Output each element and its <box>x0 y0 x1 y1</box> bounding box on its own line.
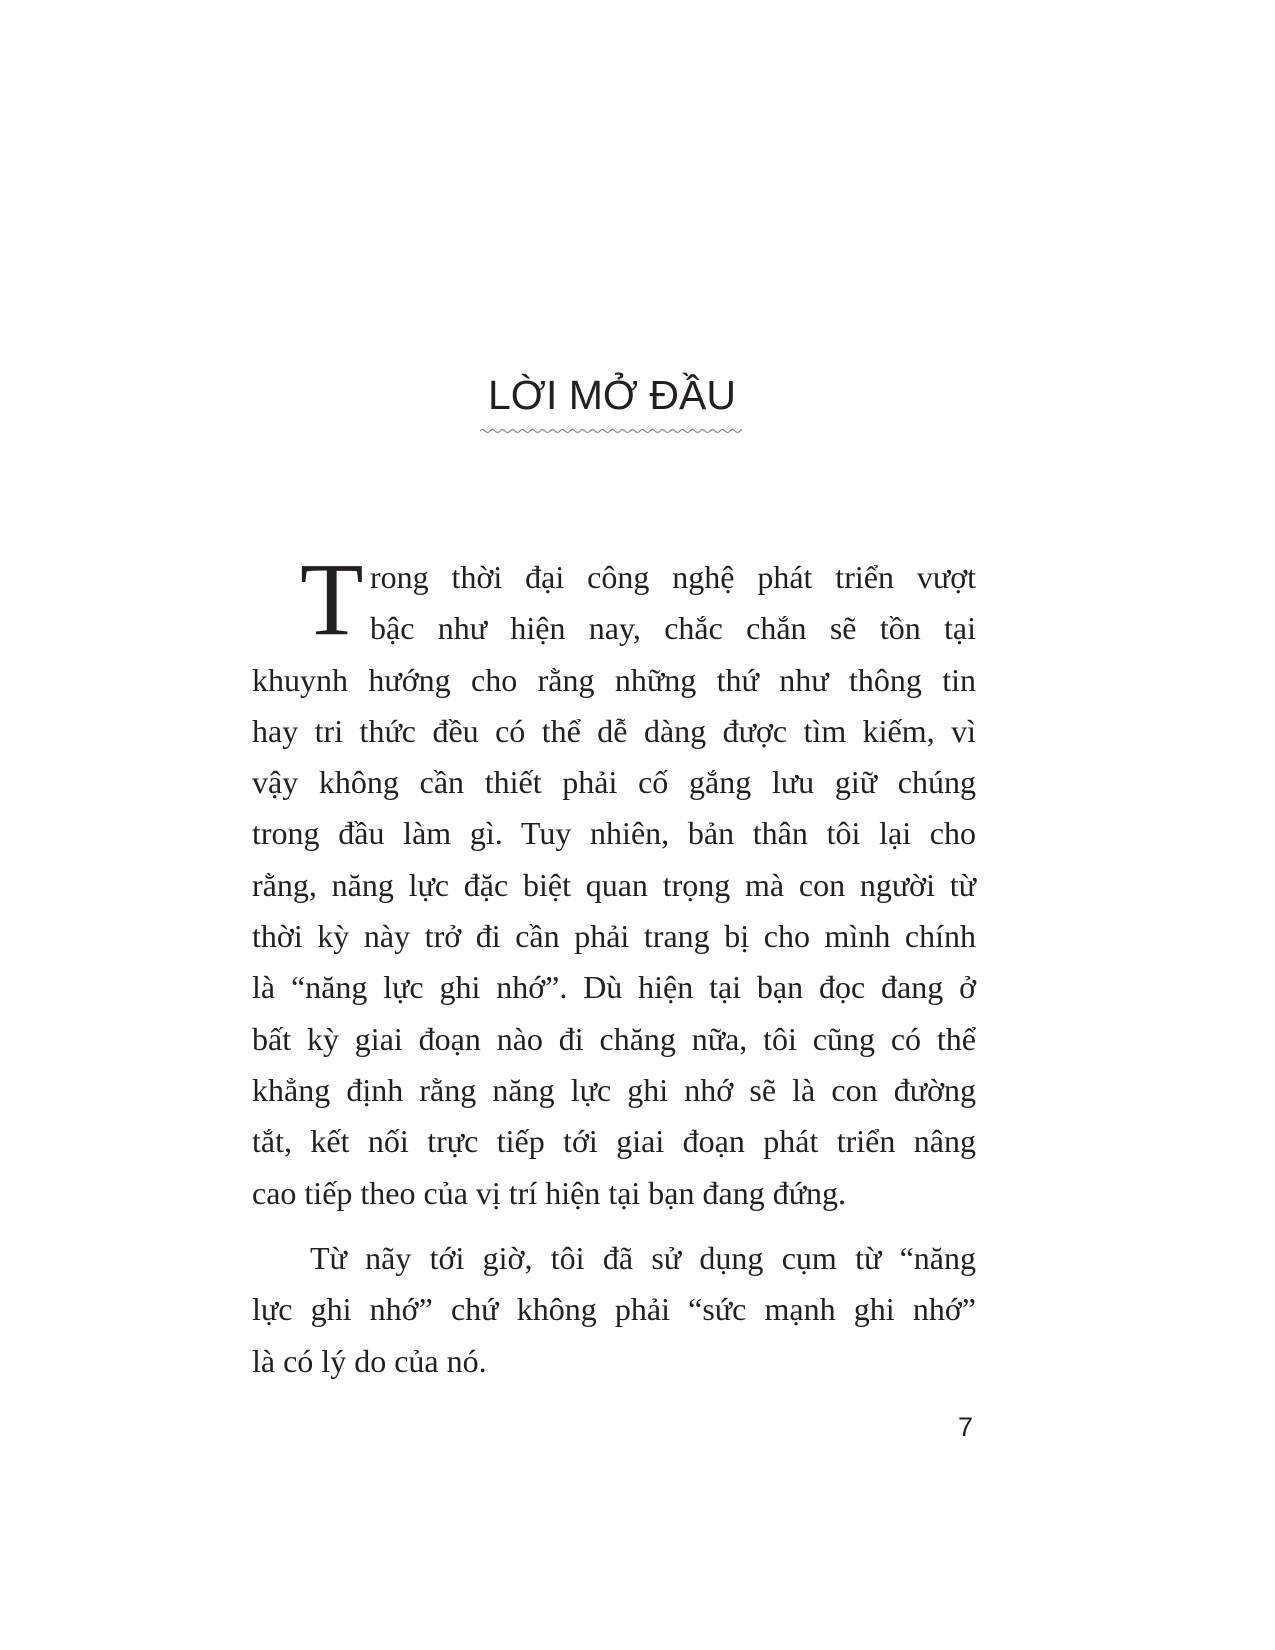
text-line: bậc như hiện nay, chắc chắn sẽ tồn tại <box>370 610 976 647</box>
paragraph-2 <box>252 1233 976 1387</box>
text-line: rằng, năng lực đặc biệt quan trọng mà con người từ <box>252 866 976 903</box>
text-line: bất kỳ giai đoạn nào đi chăng nữa, tôi cũng có thể <box>252 1020 976 1057</box>
text-line: cao tiếp theo của vị trí hiện tại bạn đang đứng. <box>252 1174 847 1211</box>
text-line: khuynh hướng cho rằng những thứ như thông tin <box>252 661 976 698</box>
page-number: 7 <box>958 1412 974 1442</box>
text-line: thời kỳ này trở đi cần phải trang bị cho mình chính <box>252 918 976 955</box>
title-wave-underline <box>480 424 742 438</box>
text-line: hay tri thức đều có thể dễ dàng được tìm kiếm, vì <box>252 712 976 749</box>
drop-cap: T <box>300 542 364 657</box>
chapter-title: LỜI MỞ ĐẦU <box>487 372 736 418</box>
text-line: là “năng lực ghi nhớ”. Dù hiện tại bạn đọc đang ở <box>252 969 976 1006</box>
text-line: trong đầu làm gì. Tuy nhiên, bản thân tôi lại cho <box>252 815 976 852</box>
text-line: khẳng định rằng năng lực ghi nhớ sẽ là con đường <box>252 1071 976 1108</box>
paragraph-1 <box>252 552 976 1219</box>
text-line: rong thời đại công nghệ phát triển vượt <box>370 559 976 595</box>
text-line: lực ghi nhớ” chứ không phải “sức mạnh ghi nhớ” <box>252 1291 976 1328</box>
text-line: là có lý do của nó. <box>252 1342 487 1379</box>
text-line: vậy không cần thiết phải cố gắng lưu giữ chúng <box>252 764 976 801</box>
text-line: tắt, kết nối trực tiếp tới giai đoạn phát triển nâng <box>252 1123 976 1160</box>
text-line: Từ nãy tới giờ, tôi đã sử dụng cụm từ “năng <box>310 1240 976 1276</box>
